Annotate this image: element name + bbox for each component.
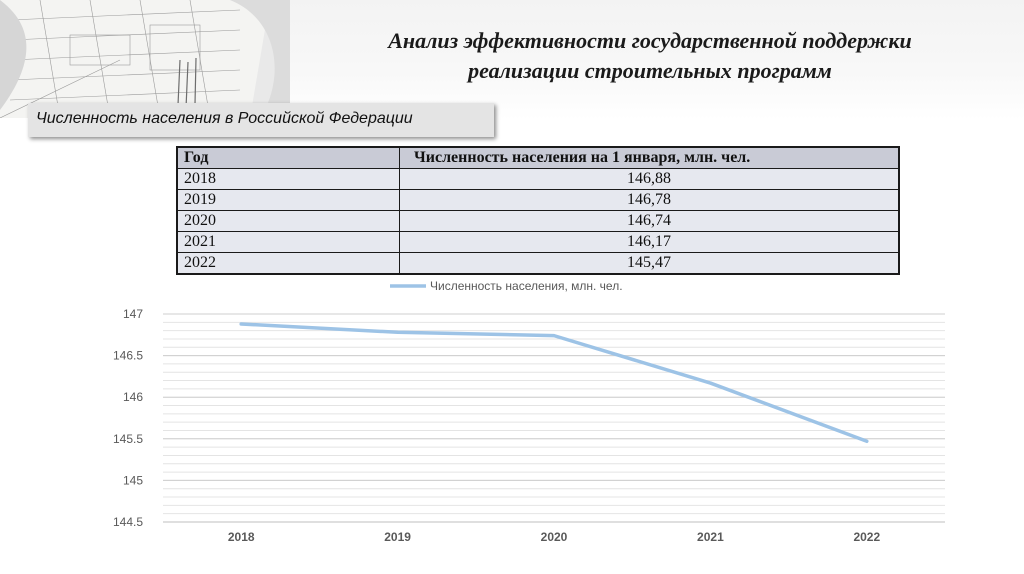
section-subtitle (28, 103, 494, 137)
cell-population: 146,74 (400, 211, 900, 232)
y-tick-label: 145 (122, 473, 143, 488)
page-title (300, 26, 1000, 86)
data-point (240, 322, 243, 325)
population-table (176, 146, 900, 275)
x-tick-label: 2021 (697, 530, 724, 544)
cell-year: 2020 (177, 211, 400, 232)
section-subtitle-text: Численность населения в Российской Федерации (36, 110, 413, 127)
population-line-chart (90, 275, 970, 565)
x-tick-label: 2018 (227, 530, 255, 544)
cell-population: 146,17 (400, 232, 900, 253)
cell-year: 2021 (177, 232, 400, 253)
y-tick-label: 147 (122, 307, 143, 321)
cell-year: 2022 (177, 253, 400, 275)
table-row (177, 169, 899, 190)
column-header-population: Численность населения на 1 января, млн. чел. (400, 147, 900, 169)
cell-population: 146,78 (400, 190, 900, 211)
title-line-1: Анализ эффективности государственной поддержки (388, 28, 912, 53)
x-tick-label: 2020 (540, 530, 568, 544)
y-tick-label: 145.5 (112, 431, 143, 446)
table-row (177, 232, 899, 253)
table-header-row (177, 147, 899, 169)
data-point (396, 331, 399, 334)
series-line (241, 324, 867, 441)
cell-year: 2019 (177, 190, 400, 211)
data-point (865, 440, 868, 443)
title-line-2: реализации строительных программ (468, 58, 832, 83)
cell-year: 2018 (177, 169, 400, 190)
x-tick-label: 2019 (384, 530, 411, 544)
cell-population: 146,88 (400, 169, 900, 190)
y-tick-label: 146.5 (112, 348, 143, 363)
cell-population: 145,47 (400, 253, 900, 275)
chart-canvas (90, 275, 970, 565)
table-row (177, 190, 899, 211)
y-tick-label: 146 (122, 390, 143, 405)
y-tick-label: 144.5 (112, 515, 143, 529)
legend-label: Численность населения, млн. чел. (430, 279, 623, 293)
data-point (553, 334, 556, 337)
table-row (177, 253, 899, 275)
column-header-year: Год (177, 147, 400, 169)
x-tick-label: 2022 (853, 530, 881, 544)
data-point (709, 382, 712, 385)
table-row (177, 211, 899, 232)
blueprint-photo (0, 0, 290, 118)
